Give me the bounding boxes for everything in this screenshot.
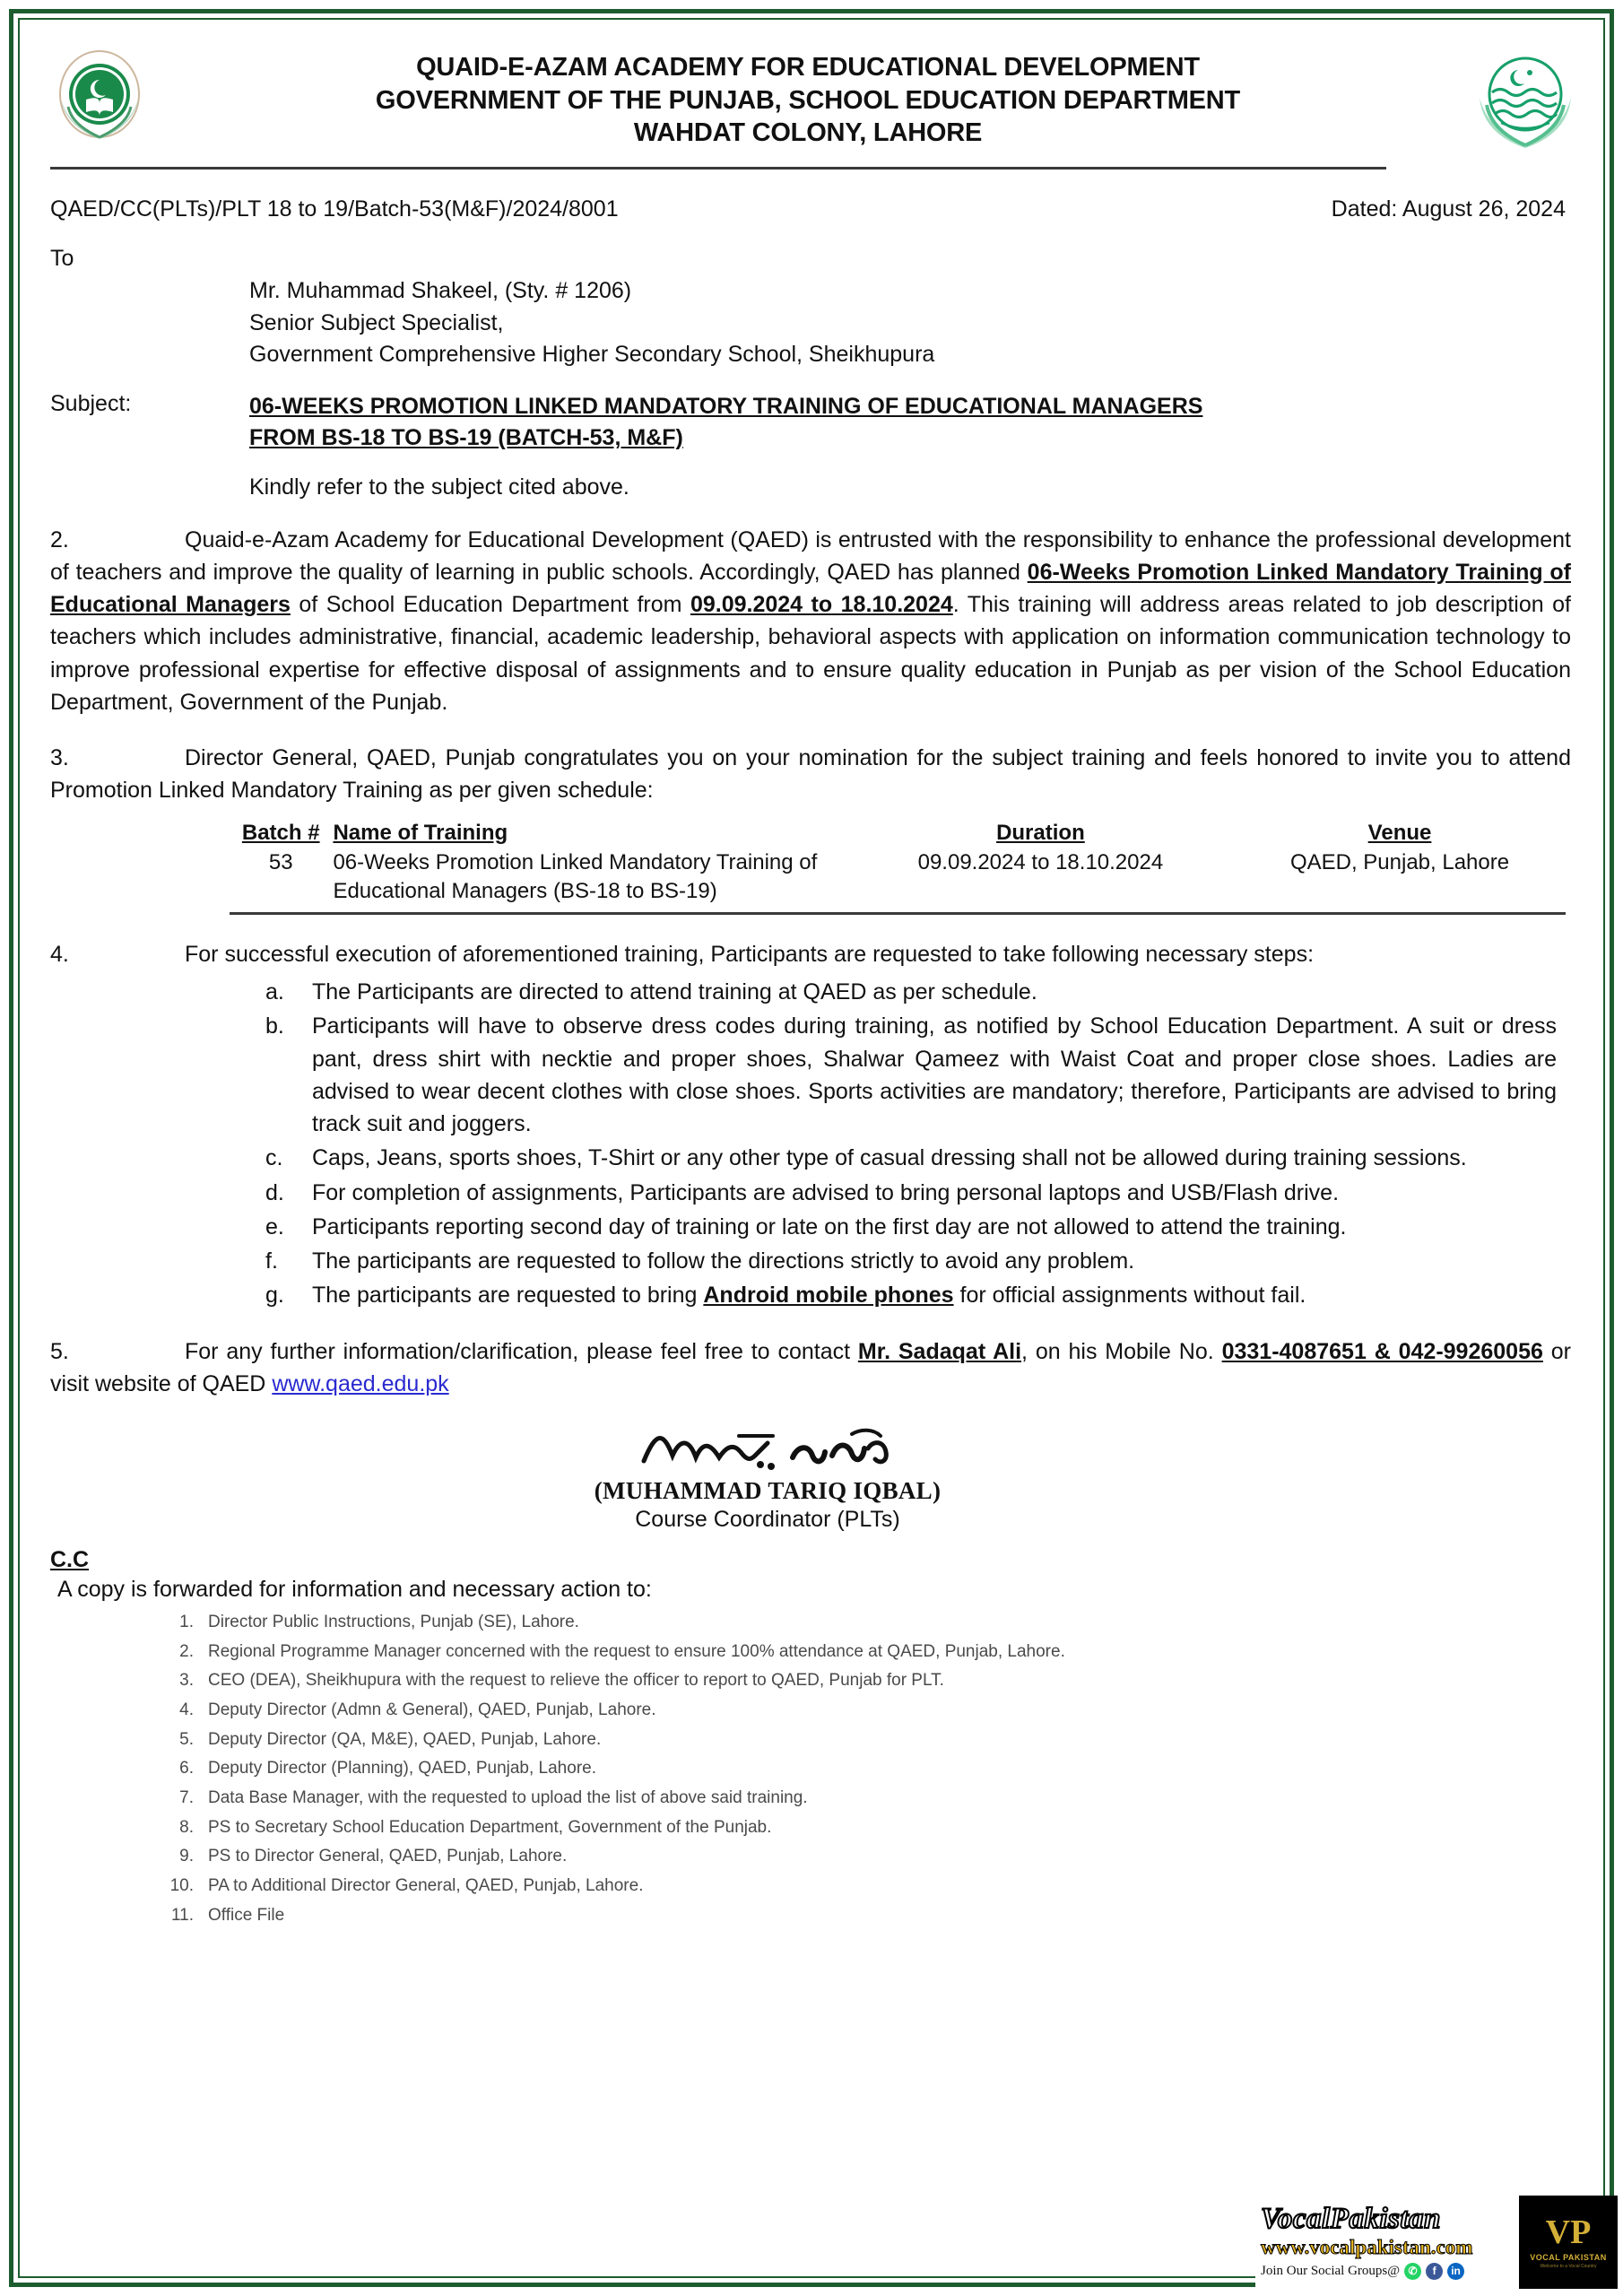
list-item-text: Deputy Director (Planning), QAED, Punjab, Lahore. xyxy=(208,1759,596,1779)
signatory-name: (MUHAMMAD TARIQ IQBAL) xyxy=(594,1477,942,1505)
watermark-join-text: Join Our Social Groups@ xyxy=(1261,2263,1401,2278)
subject-line-1: 06-WEEKS PROMOTION LINKED MANDATORY TRAINING OF EDUCATIONAL MANAGERS xyxy=(249,393,1203,419)
letterhead-titles xyxy=(158,51,1458,150)
list-item-text: Participants reporting second day of training or late on the first day are not allowed to attend the training. xyxy=(312,1213,1347,1239)
list-marker: 4. xyxy=(179,1700,194,1720)
subject-block xyxy=(41,391,1593,455)
list-item-text: Office File xyxy=(208,1905,285,1925)
qaed-academy-seal-icon xyxy=(41,48,158,153)
handwritten-signature-icon xyxy=(41,1414,1494,1477)
list-item-text: For completion of assignments, Participants are advised to bring personal laptops and USB/Flash drive. xyxy=(312,1179,1340,1205)
watermark-brand: VocalPakistan xyxy=(1261,2203,1441,2236)
list-marker: f. xyxy=(265,1248,278,1274)
list-marker: 8. xyxy=(179,1817,194,1837)
list-item-text: CEO (DEA), Sheikhupura with the request to relieve the officer to report to QAED, Punjab for PLT. xyxy=(208,1671,944,1691)
watermark-logo-box xyxy=(1519,2196,1618,2289)
cell-venue: QAED, Punjab, Lahore xyxy=(1289,849,1510,874)
list-item xyxy=(158,1784,1593,1813)
list-item xyxy=(265,1142,1557,1174)
training-title-emphasis: 06-Weeks Promotion Linked Mandatory Training of Educational Managers xyxy=(50,559,1571,617)
training-dates-emphasis: 09.09.2024 to 18.10.2024 xyxy=(690,592,953,617)
paragraph-3 xyxy=(50,742,1571,807)
watermark-url: www.vocalpakistan.com xyxy=(1261,2236,1473,2259)
list-item xyxy=(158,1901,1593,1931)
signatory-role: Course Coordinator (PLTs) xyxy=(635,1507,900,1533)
watermark-logo-caption: VOCAL PAKISTAN xyxy=(1530,2253,1607,2262)
list-item xyxy=(265,1177,1557,1209)
paragraph-2-text-b: of School Education Department from xyxy=(290,592,690,617)
reference-number: QAED/CC(PLTs)/PLT 18 to 19/Batch-53(M&F)/2024/8001 xyxy=(50,196,619,222)
list-item xyxy=(158,1754,1593,1784)
addressee-name: Mr. Muhammad Shakeel, (Sty. # 1206) xyxy=(249,278,632,303)
list-item xyxy=(265,1211,1557,1243)
list-item-text: Deputy Director (QA, M&E), QAED, Punjab, Lahore. xyxy=(208,1729,602,1749)
list-marker: 11. xyxy=(170,1905,194,1925)
cc-intro: A copy is forwarded for information and necessary action to: xyxy=(57,1577,652,1603)
addressee-institution: Government Comprehensive Higher Secondary School, Sheikhupura xyxy=(249,342,935,367)
column-header-venue: Venue xyxy=(1367,820,1432,845)
addressee-block xyxy=(249,275,1593,371)
watermark-social-row xyxy=(1261,2263,1519,2280)
paragraph-5 xyxy=(50,1335,1571,1401)
qaed-website-link[interactable]: www.qaed.edu.pk xyxy=(272,1370,449,1396)
list-item-text-before: The participants are requested to bring xyxy=(312,1283,704,1309)
header-divider xyxy=(50,167,1386,170)
list-item xyxy=(265,1279,1557,1311)
list-item-text: Data Base Manager, with the requested to upload the list of above said training. xyxy=(208,1788,808,1808)
letter-date: Dated: August 26, 2024 xyxy=(1331,196,1566,222)
list-item xyxy=(158,1842,1593,1872)
paragraph-2-number: 2. xyxy=(50,526,69,552)
list-item xyxy=(158,1638,1593,1667)
address-line: WAHDAT COLONY, LAHORE xyxy=(633,118,983,148)
addressee-designation: Senior Subject Specialist, xyxy=(249,309,504,335)
list-marker: e. xyxy=(265,1213,284,1239)
whatsapp-icon[interactable]: ✆ xyxy=(1404,2263,1421,2280)
list-marker: g. xyxy=(265,1283,284,1309)
watermark-logo-tagline: Welcome to a Vocal Country xyxy=(1540,2264,1597,2269)
cc-label: C.C xyxy=(50,1547,90,1573)
list-item xyxy=(265,1245,1557,1277)
training-schedule-table xyxy=(230,820,1566,915)
list-marker: c. xyxy=(265,1145,283,1171)
list-item-text-after: for official assignments without fail. xyxy=(953,1283,1306,1309)
paragraph-5-text-c: or visit website of QAED xyxy=(50,1338,1571,1396)
to-label: To xyxy=(50,246,74,271)
column-header-duration: Duration xyxy=(996,820,1085,845)
list-item-text: Regional Programme Manager concerned with the request to ensure 100% attendance at QAED, Punjab, Lahore. xyxy=(208,1641,1065,1661)
column-header-batch: Batch # xyxy=(241,820,320,845)
paragraph-2-text-c: . This training will address areas related to job description of teachers which includes administrative, financial, academic leadership, behavioral aspects with application on information communication technology to improve professional expertise for effective disposal of assignments and to ensure quality education in Punjab as per vision of the School Education Department, Government of the Punjab. xyxy=(50,592,1571,715)
android-phones-emphasis: Android mobile phones xyxy=(703,1283,954,1309)
document-content xyxy=(41,30,1593,2269)
subject-text xyxy=(249,391,1593,455)
list-marker: b. xyxy=(265,1013,284,1039)
signature-block xyxy=(41,1414,1593,1533)
list-item xyxy=(158,1813,1593,1843)
cell-batch-number: 53 xyxy=(268,849,293,874)
paragraph-4-number: 4. xyxy=(50,941,69,967)
list-item-text: Director Public Instructions, Punjab (SE), Lahore. xyxy=(208,1613,579,1632)
list-item xyxy=(158,1872,1593,1901)
list-item xyxy=(158,1608,1593,1638)
vocal-pakistan-watermark xyxy=(1255,2196,1618,2289)
list-item-text: PS to Secretary School Education Department, Government of the Punjab. xyxy=(208,1817,772,1837)
linkedin-icon[interactable]: in xyxy=(1447,2263,1464,2280)
steps-list xyxy=(265,976,1557,1312)
list-marker: a. xyxy=(265,979,284,1005)
list-item xyxy=(158,1726,1593,1755)
paragraph-5-text-b: , on his Mobile No. xyxy=(1021,1338,1222,1364)
table-header-row xyxy=(230,820,1566,848)
academy-name: QUAID-E-AZAM ACADEMY FOR EDUCATIONAL DEVELOPMENT xyxy=(416,52,1200,82)
list-marker: 9. xyxy=(179,1847,194,1866)
list-marker: 2. xyxy=(179,1641,194,1661)
list-item xyxy=(158,1696,1593,1726)
paragraph-5-number: 5. xyxy=(50,1338,69,1364)
contact-numbers-emphasis: 0331-4087651 & 042-99260056 xyxy=(1221,1338,1543,1364)
list-item-text: Participants will have to observe dress codes during training, as notified by School Education Department. A suit or dress pant, dress shirt with necktie and proper shoes, Shalwar Qameez with Waist Coat and proper close shoes. Ladies are advised to wear decent clothes with close shoes. Sports activities are mandatory; therefore, Participants are advised to bring track suit and joggers. xyxy=(312,1013,1557,1137)
list-marker: d. xyxy=(265,1179,284,1205)
paragraph-3-number: 3. xyxy=(50,745,69,770)
watermark-monogram: VP xyxy=(1545,2213,1592,2251)
list-item-text: The participants are requested to follow the directions strictly to avoid any problem. xyxy=(312,1248,1135,1274)
paragraph-2-text-a: Quaid-e-Azam Academy for Educational Development (QAED) is entrusted with the responsibility to enhance the professional development of teachers and improve the quality of learning in public schools. Accordingly, QAED has planned xyxy=(50,526,1571,585)
list-item-text: Deputy Director (Admn & General), QAED, Punjab, Lahore. xyxy=(208,1700,656,1720)
letterhead xyxy=(41,30,1593,154)
column-header-name: Name of Training xyxy=(333,820,508,845)
cc-list xyxy=(158,1608,1593,1930)
list-marker: 3. xyxy=(179,1671,194,1691)
paragraph-4 xyxy=(50,938,1571,970)
watermark-text-block xyxy=(1255,2196,1519,2289)
list-item-text: PA to Additional Director General, QAED, Punjab, Lahore. xyxy=(208,1876,644,1896)
contact-person-emphasis: Mr. Sadaqat Ali xyxy=(857,1338,1022,1364)
list-item xyxy=(158,1666,1593,1696)
list-item xyxy=(265,976,1557,1008)
list-marker: 5. xyxy=(179,1729,194,1749)
paragraph-5-text-a: For any further information/clarification, please feel free to contact xyxy=(185,1338,858,1364)
punjab-government-emblem-icon xyxy=(1458,42,1593,159)
facebook-icon[interactable]: f xyxy=(1426,2263,1443,2280)
table-row xyxy=(230,848,1566,907)
kindly-refer-line: Kindly refer to the subject cited above. xyxy=(249,474,629,500)
table-bottom-divider xyxy=(230,912,1566,915)
list-item-text: PS to Director General, QAED, Punjab, Lahore. xyxy=(208,1847,568,1866)
list-marker: 1. xyxy=(179,1613,194,1632)
list-marker: 10. xyxy=(169,1876,194,1896)
cell-training-name: 06-Weeks Promotion Linked Mandatory Training of Educational Managers (BS-18 to BS-19) xyxy=(333,849,818,903)
paragraph-4-text: For successful execution of aforementioned training, Participants are requested to take following necessary steps: xyxy=(185,941,1315,967)
list-item-text: Caps, Jeans, sports shoes, T-Shirt or any other type of casual dressing shall not be allowed during training sessions. xyxy=(312,1145,1467,1171)
list-item-text: The Participants are directed to attend training at QAED as per schedule. xyxy=(312,979,1037,1005)
list-marker: 7. xyxy=(179,1788,194,1808)
reference-row xyxy=(41,196,1593,222)
paragraph-2 xyxy=(50,524,1571,719)
list-marker: 6. xyxy=(179,1759,194,1779)
subject-line-2: FROM BS-18 TO BS-19 (BATCH-53, M&F) xyxy=(249,425,683,450)
list-item xyxy=(265,1010,1557,1140)
cell-duration: 09.09.2024 to 18.10.2024 xyxy=(917,849,1164,874)
subject-label: Subject: xyxy=(50,390,132,416)
department-name: GOVERNMENT OF THE PUNJAB, SCHOOL EDUCATION DEPARTMENT xyxy=(375,85,1241,115)
paragraph-3-text: Director General, QAED, Punjab congratulates you on your nomination for the subject training and feels honored to invite you to attend Promotion Linked Mandatory Training as per given schedule: xyxy=(50,745,1571,804)
